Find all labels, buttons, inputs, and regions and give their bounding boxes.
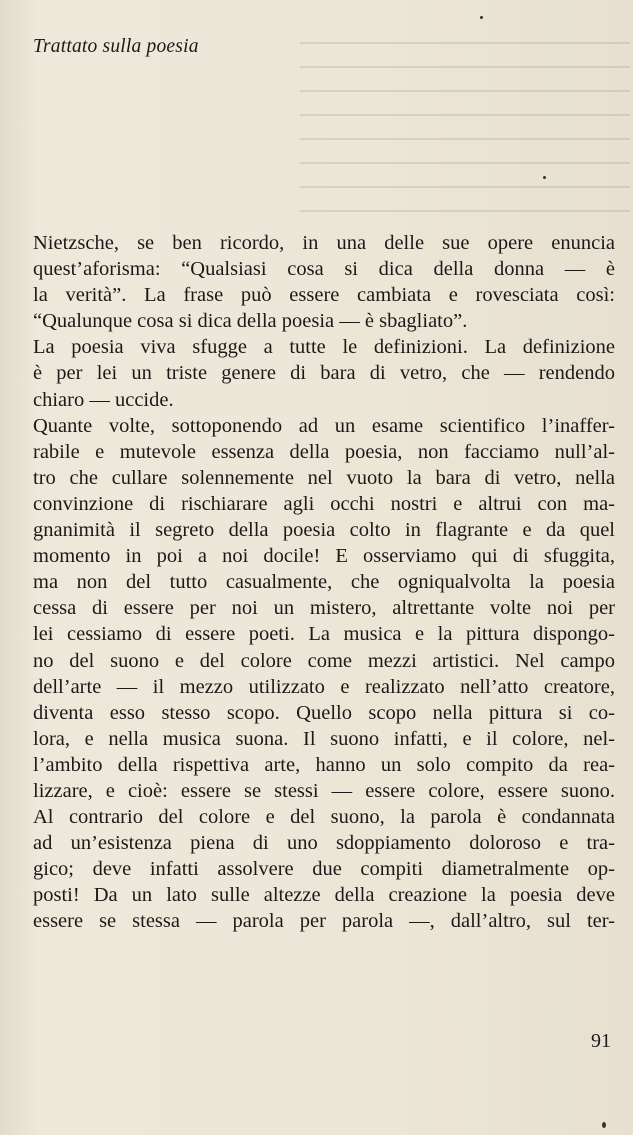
text-line: gnanimità il segreto della poesia colto in flagrante e da quel [33,519,615,542]
text-line: tro che cullare solennemente nel vuoto la bara di vetro, nella [33,466,615,489]
text-line: rabile e mutevole essenza della poesia, non facciamo null’al- [33,440,615,463]
text-line: Nietzsche, se ben ricordo, in una delle sue opere enuncia [33,232,615,254]
ink-speck [480,16,483,19]
text-line: no del suono e del colore come mezzi artistici. Nel campo [33,649,615,672]
text-line: convinzione di rischiarare agli occhi nostri e altrui con ma- [33,492,615,515]
text-line: l’ambito della rispettiva arte, hanno un solo compito da rea- [33,753,615,776]
text-line: la verità”. La frase può essere cambiata e rovesciata così: [33,284,615,307]
text-line: chiaro — uccide. [33,388,174,411]
text-line: gico; deve infatti assolvere due compiti diametralmente op- [33,858,615,881]
text-line: La poesia viva sfugge a tutte le definizioni. La definizione [33,336,615,359]
body-text [33,230,615,935]
ink-speck [602,1122,606,1128]
text-line: Al contrario del colore e del suono, la parola è condannata [33,806,615,829]
text-line: ad un’esistenza piena di uno sdoppiamento doloroso e tra- [33,832,615,855]
text-line: “Qualunque cosa si dica della poesia — è sbagliato”. [33,310,468,333]
text-line: momento in poi a noi docile! E osserviamo qui di sfuggita, [33,545,615,568]
text-line: è per lei un triste genere di bara di vetro, che — rendendo [33,362,615,385]
show-through-text [300,42,630,252]
text-line: lora, e nella musica suona. Il suono infatti, e il colore, nel- [33,727,615,750]
text-line: cessa di essere per noi un mistero, altrettante volte noi per [33,597,615,620]
text-line: dell’arte — il mezzo utilizzato e realizzato nell’atto creatore, [33,675,615,698]
text-line: lei cessiamo di essere poeti. La musica e la pittura dispongo- [33,623,615,646]
ink-speck [543,176,546,179]
text-line: Quante volte, sottoponendo ad un esame scientifico l’inaffer- [33,414,615,437]
text-line: lizzare, e cioè: essere se stessi — essere colore, essere suono. [33,779,615,802]
text-line: ma non del tutto casualmente, che ogniqualvolta la poesia [33,571,615,594]
text-line: essere se stessa — parola per parola —, dall’altro, sul ter- [33,910,615,933]
running-head: Trattato sulla poesia [33,36,199,57]
text-line: quest’aforisma: “Qualsiasi cosa si dica della donna — è [33,258,615,281]
text-line: posti! Da un lato sulle altezze della creazione la poesia deve [33,884,615,907]
page-number: 91 [591,1030,611,1052]
text-line: diventa esso stesso scopo. Quello scopo nella pittura si co- [33,701,615,724]
